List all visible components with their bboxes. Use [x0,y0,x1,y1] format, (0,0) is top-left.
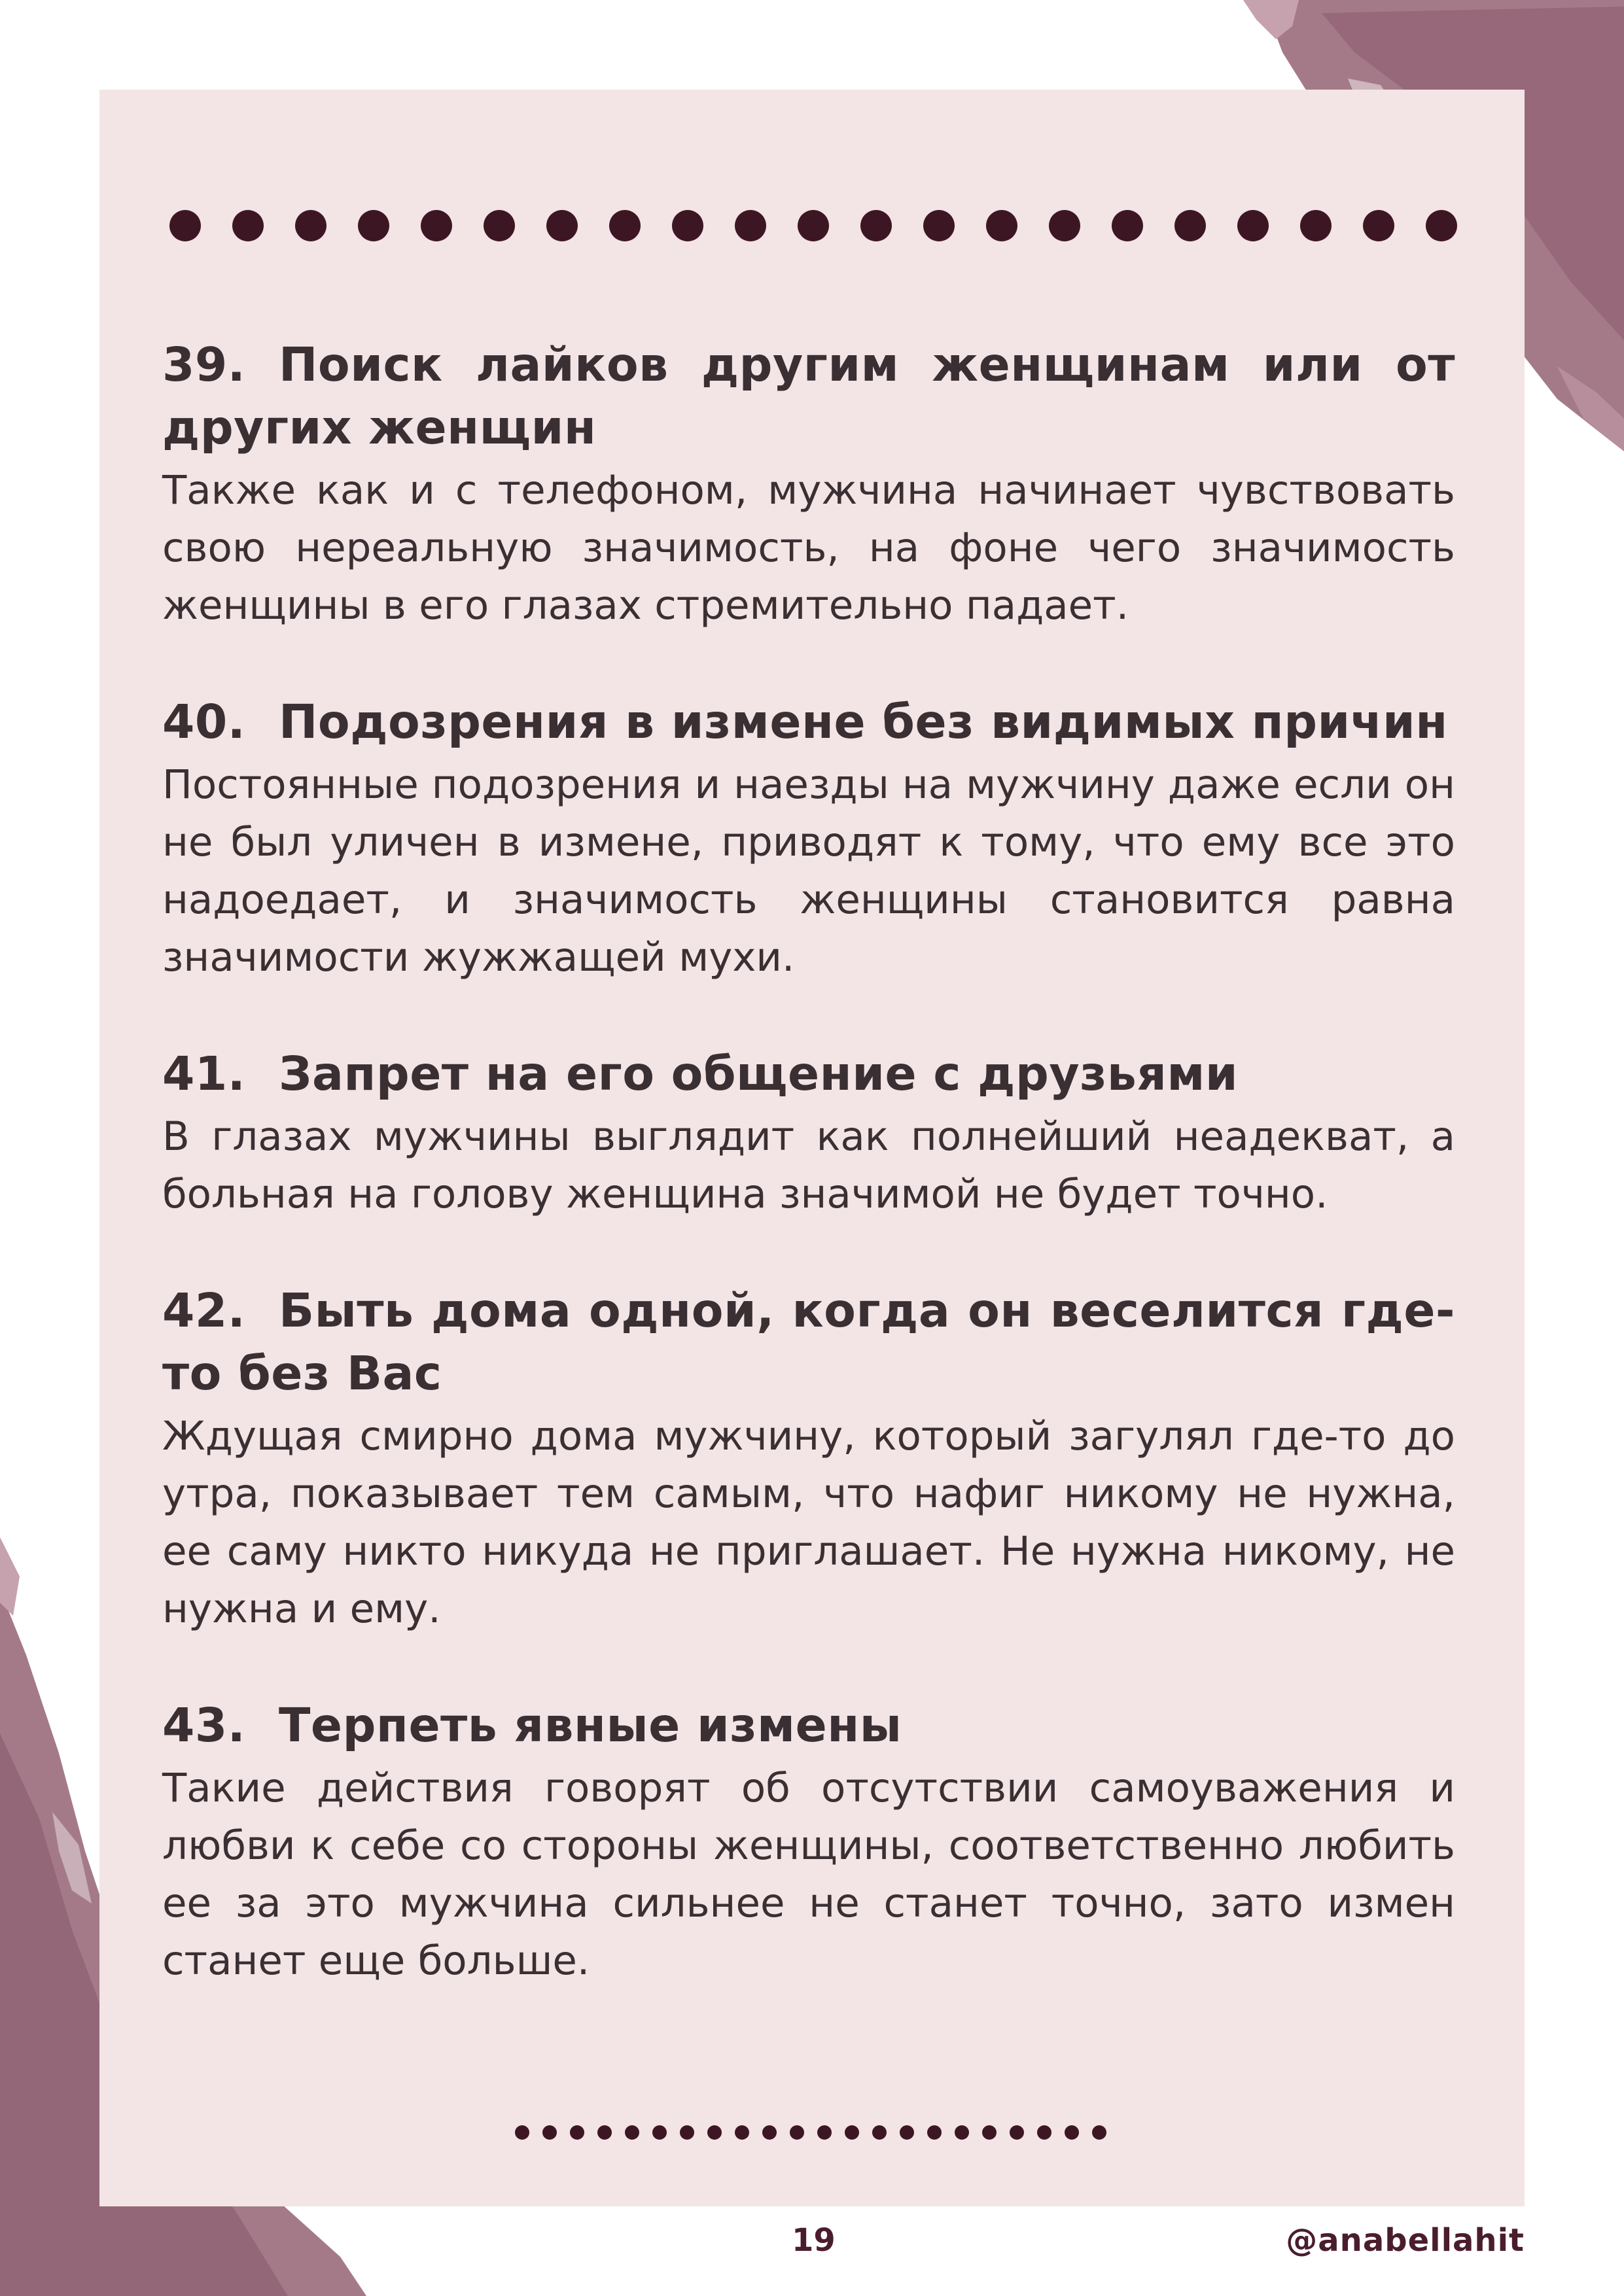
item-description: Такие действия говорят об отсутствии самоуважения и любви к себе со стороны женщины, соответственно любить ее за это мужчина сильнее не станет точно, зато измен станет еще больше. [162,1765,1455,1984]
bottom-dot-divider [0,2113,1624,2152]
item-number: 41. [162,1047,246,1101]
list-item [162,1694,1455,1990]
item-title-text: Поиск лайков другим женщинам или от других женщин [162,338,1455,455]
article-list [162,334,1455,1990]
item-description: Также как и с телефоном, мужчина начинает чувствовать свою нереальную значимость, на фоне чего значимость женщины в его глазах стремительно падает. [162,467,1455,629]
item-title-text: Подозрения в измене без видимых причин [279,695,1448,749]
item-number: 43. [162,1698,246,1752]
item-title-text: Запрет на его общение с друзьями [279,1047,1239,1101]
item-number: 40. [162,695,246,749]
item-heading [162,1694,1455,1757]
item-heading [162,691,1455,754]
item-description: Ждущая смирно дома мужчину, который загулял где-то до утра, показывает тем самым, что нафиг никому не нужна, ее саму никто никуда не приглашает. Не нужна никому, не нужна и ему. [162,1413,1455,1632]
list-item [162,334,1455,635]
item-description: В глазах мужчины выглядит как полнейший неадекват, а больная на голову женщина значимой не будет точно. [162,1113,1455,1217]
top-dot-divider [0,190,1624,262]
page-number: 19 [792,2222,836,2259]
list-item [162,1043,1455,1223]
list-item [162,1279,1455,1638]
item-heading [162,334,1455,459]
author-handle: @anabellahit [1286,2222,1525,2259]
item-heading [162,1043,1455,1105]
item-heading [162,1279,1455,1405]
list-item [162,691,1455,986]
item-number: 39. [162,338,246,392]
item-description: Постоянные подозрения и наезды на мужчину даже если он не был уличен в измене, приводят к тому, что ему все это надоедает, и значимость женщины становится равна значимости жужжащей мухи. [162,761,1455,981]
item-title-text: Терпеть явные измены [279,1698,902,1752]
item-number: 42. [162,1283,246,1338]
item-title-text: Быть дома одной, когда он веселится где-то без Вас [162,1283,1455,1400]
